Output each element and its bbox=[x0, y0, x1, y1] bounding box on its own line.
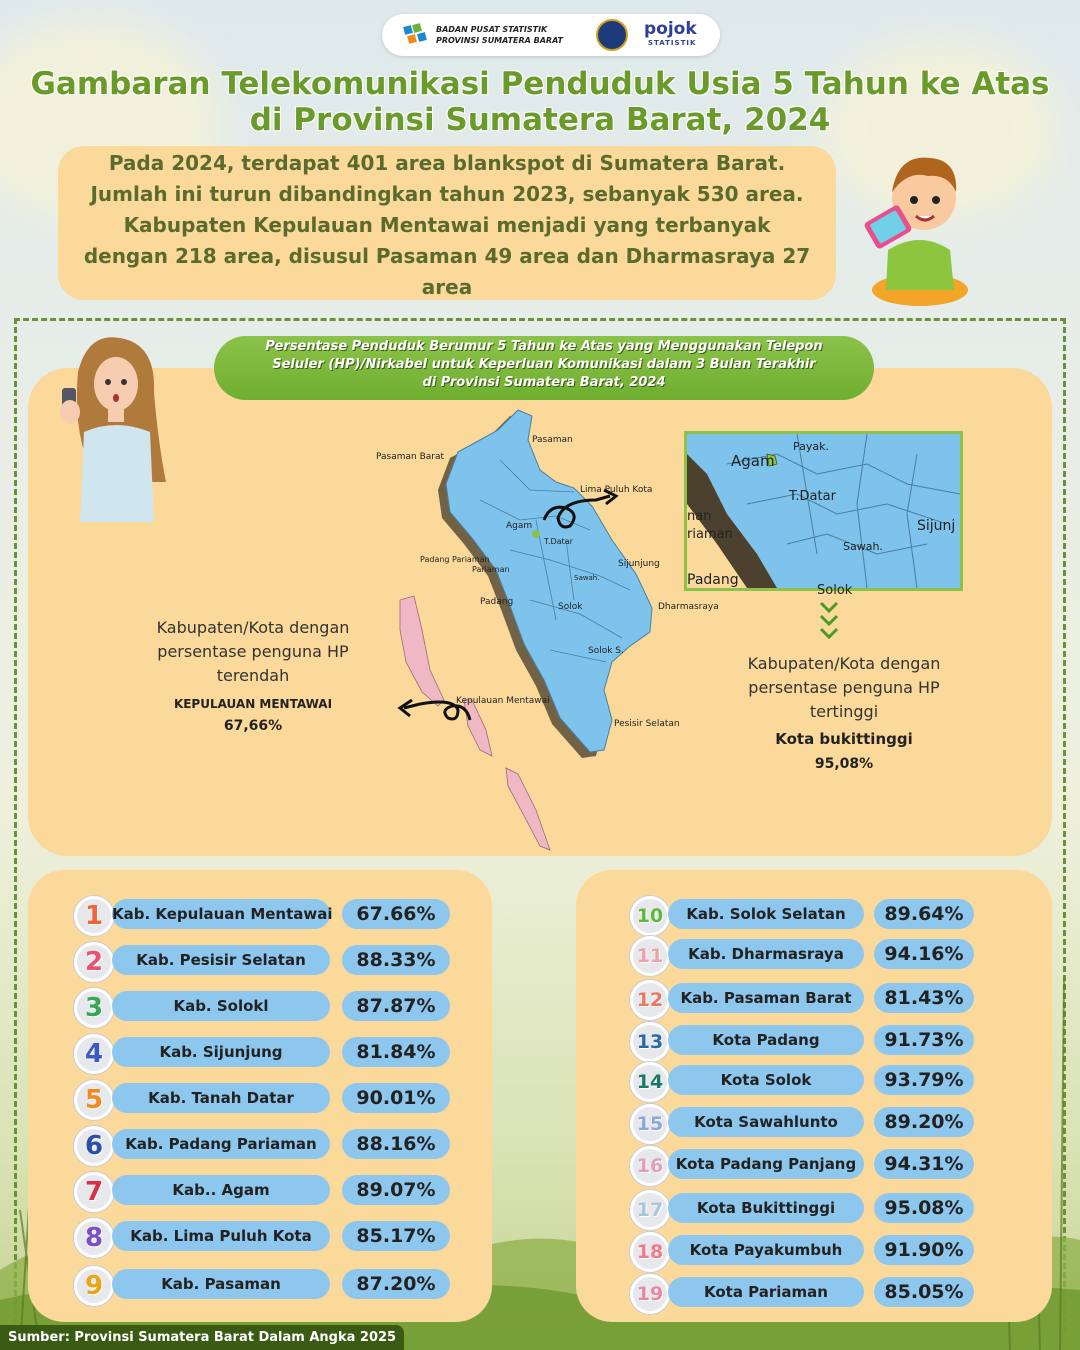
map-label-agam: Agam bbox=[506, 521, 533, 531]
region-value-pill: 85.05% bbox=[874, 1277, 974, 1307]
region-value-pill: 87.20% bbox=[342, 1269, 450, 1299]
region-name-pill: Kab. Pesisir Selatan bbox=[112, 945, 330, 975]
lowest-label-line: Kabupaten/Kota dengan bbox=[156, 618, 350, 637]
rank-number-badge: 3 bbox=[74, 988, 114, 1028]
ranking-row bbox=[72, 1216, 462, 1260]
region-name-pill: Kota Bukittinggi bbox=[668, 1193, 864, 1223]
intro-line: dengan 218 area, disusul Pasaman 49 area dan Dharmasraya 27 bbox=[83, 244, 811, 268]
inset-zoom-map bbox=[684, 431, 963, 598]
lowest-region-name: KEPULAUAN MENTAWAI bbox=[173, 697, 333, 711]
region-value-pill: 93.79% bbox=[874, 1065, 974, 1095]
region-value-pill: 81.43% bbox=[874, 983, 974, 1013]
rank-number-badge: 8 bbox=[74, 1218, 114, 1258]
highest-label-line: tertinggi bbox=[809, 702, 879, 721]
region-name-pill: Kota Payakumbuh bbox=[668, 1235, 864, 1265]
ranking-row bbox=[628, 1230, 978, 1274]
bukittinggi-marker bbox=[532, 530, 540, 538]
region-name-pill: Kab. Pasaman Barat bbox=[668, 983, 864, 1013]
map-label-tdatar: T.Datar bbox=[544, 537, 573, 546]
region-name-pill: Kab.. Agam bbox=[112, 1175, 330, 1205]
pojok-logo-subtext: STATISTIK bbox=[648, 39, 697, 47]
ranking-row bbox=[72, 986, 462, 1030]
rank-number-badge: 15 bbox=[630, 1104, 670, 1144]
map-label-pesisir-selatan: Pesisir Selatan bbox=[614, 719, 680, 729]
region-value-pill: 91.90% bbox=[874, 1235, 974, 1265]
region-name-pill: Kab. Sijunjung bbox=[112, 1037, 330, 1067]
rank-number-badge: 5 bbox=[74, 1080, 114, 1120]
region-name-pill: Kab. Solok Selatan bbox=[668, 899, 864, 929]
lowest-label-line: persentase penguna HP bbox=[157, 642, 349, 661]
inset-label-agam: Agam bbox=[731, 452, 775, 470]
map-title-line: di Provinsi Sumatera Barat, 2024 bbox=[422, 375, 666, 390]
inset-label-padang: Padang bbox=[687, 572, 739, 588]
region-name-pill: Kab. Solokl bbox=[112, 991, 330, 1021]
region-value-pill: 90.01% bbox=[342, 1083, 450, 1113]
region-value-pill: 95.08% bbox=[874, 1193, 974, 1223]
map-label-lima-puluh-kota: Lima Puluh Kota bbox=[580, 485, 653, 495]
rank-number-badge: 13 bbox=[630, 1022, 670, 1062]
region-name-pill: Kota Sawahlunto bbox=[668, 1107, 864, 1137]
ranking-row bbox=[628, 1144, 978, 1188]
map-label-solok-s: Solok S. bbox=[588, 646, 624, 656]
ranking-row bbox=[628, 1060, 978, 1104]
lowest-callout-label bbox=[118, 616, 388, 688]
ranking-row bbox=[628, 894, 978, 938]
region-name-pill: Kab. Padang Pariaman bbox=[112, 1129, 330, 1159]
rank-number-badge: 16 bbox=[630, 1146, 670, 1186]
inset-label-tdatar: T.Datar bbox=[789, 489, 836, 504]
lowest-region-value: 67,66% bbox=[223, 718, 283, 734]
inset-label-payak: Payak. bbox=[793, 440, 829, 453]
mentawai-island-south bbox=[506, 768, 550, 850]
map-label-pasaman: Pasaman bbox=[532, 435, 573, 445]
map-label-pariaman: Pariaman bbox=[472, 565, 510, 574]
rank-number-badge: 18 bbox=[630, 1232, 670, 1272]
bps-org-name bbox=[436, 24, 563, 46]
ranking-row bbox=[628, 934, 978, 978]
region-name-pill: Kota Pariaman bbox=[668, 1277, 864, 1307]
org-line-2: PROVINSI SUMATERA BARAT bbox=[436, 36, 563, 45]
page-title-line-2: di Provinsi Sumatera Barat, 2024 bbox=[249, 102, 831, 138]
map-label-solok: Solok bbox=[558, 602, 583, 612]
map-title-line: Seluler (HP)/Nirkabel untuk Keperluan Komunikasi dalam 3 Bulan Terakhir bbox=[272, 357, 816, 372]
ranking-row bbox=[72, 1078, 462, 1122]
rank-number-badge: 7 bbox=[74, 1172, 114, 1212]
ranking-row bbox=[72, 894, 462, 938]
region-name-pill: Kab. Pasaman bbox=[112, 1269, 330, 1299]
page-title-line-1: Gambaran Telekomunikasi Penduduk Usia 5 Tahun ke Atas bbox=[30, 66, 1050, 102]
rank-number-badge: 14 bbox=[630, 1062, 670, 1102]
ranking-row bbox=[72, 1170, 462, 1214]
region-value-pill: 89.07% bbox=[342, 1175, 450, 1205]
region-value-pill: 94.31% bbox=[874, 1149, 974, 1179]
rank-number-badge: 12 bbox=[630, 980, 670, 1020]
rank-number-badge: 9 bbox=[74, 1266, 114, 1306]
ranking-row bbox=[628, 1272, 978, 1316]
region-value-pill: 81.84% bbox=[342, 1037, 450, 1067]
chevron-down-icon bbox=[818, 600, 840, 646]
region-name-pill: Kab. Lima Puluh Kota bbox=[112, 1221, 330, 1251]
region-name-pill: Kota Solok bbox=[668, 1065, 864, 1095]
pojok-logo-text: pojok bbox=[644, 19, 697, 39]
intro-line: area bbox=[421, 275, 473, 299]
highest-label-line: persentase penguna HP bbox=[748, 678, 940, 697]
mentawai-island-mid bbox=[464, 700, 492, 756]
intro-line: Jumlah ini turun dibandingkan tahun 2023, sebanyak 530 area. bbox=[90, 182, 804, 206]
region-name-pill: Kab. Dharmasraya bbox=[668, 939, 864, 969]
map-label-sawah: Sawah. bbox=[574, 574, 600, 582]
region-value-pill: 85.17% bbox=[342, 1221, 450, 1251]
region-name-pill: Kota Padang Panjang bbox=[668, 1149, 864, 1179]
region-value-pill: 87.87% bbox=[342, 991, 450, 1021]
inset-map-svg bbox=[687, 434, 960, 598]
highest-callout-label bbox=[716, 652, 972, 724]
ranking-row bbox=[628, 1020, 978, 1064]
inset-label-nan: nan bbox=[687, 509, 712, 524]
lowest-label-line: terendah bbox=[216, 666, 290, 685]
region-name-pill: Kab. Kepulauan Mentawai bbox=[112, 899, 330, 929]
ranking-row bbox=[628, 1188, 978, 1232]
sumatera-barat-map bbox=[360, 400, 720, 870]
map-chart-title bbox=[214, 336, 874, 400]
intro-line: Kabupaten Kepulauan Mentawai menjadi yang terbanyak bbox=[123, 213, 771, 237]
map-label-dharmasraya: Dharmasraya bbox=[658, 602, 719, 612]
map-label-sijunjung: Sijunjung bbox=[618, 559, 660, 569]
map-label-pasaman-barat: Pasaman Barat bbox=[376, 452, 445, 462]
rank-number-badge: 10 bbox=[630, 896, 670, 936]
ranking-row bbox=[72, 1032, 462, 1076]
region-value-pill: 94.16% bbox=[874, 939, 974, 969]
rank-number-badge: 4 bbox=[74, 1034, 114, 1074]
region-name-pill: Kab. Tanah Datar bbox=[112, 1083, 330, 1113]
source-footnote: Sumber: Provinsi Sumatera Barat Dalam Angka 2025 bbox=[0, 1325, 404, 1350]
rank-number-badge: 19 bbox=[630, 1274, 670, 1314]
inset-label-riaman: riaman bbox=[687, 527, 733, 542]
map-label-padang-pariaman: Padang Pariaman bbox=[420, 555, 490, 564]
inset-label-solok: Solok bbox=[817, 583, 853, 598]
intro-line: Pada 2024, terdapat 401 area blankspot di Sumatera Barat. bbox=[108, 151, 786, 175]
region-value-pill: 88.16% bbox=[342, 1129, 450, 1159]
map-label-kepulauan-mentawai: Kepulauan Mentawai bbox=[456, 696, 550, 706]
org-line-1: BADAN PUSAT STATISTIK bbox=[436, 25, 548, 34]
map-label-padang: Padang bbox=[480, 597, 514, 607]
rank-number-badge: 1 bbox=[74, 896, 114, 936]
highest-region-name: Kota bukittinggi bbox=[775, 730, 913, 748]
mentawai-island-north bbox=[400, 596, 444, 706]
woman-with-phone-illustration bbox=[58, 332, 170, 522]
seal-logo-icon bbox=[596, 19, 628, 51]
region-value-pill: 67.66% bbox=[342, 899, 450, 929]
ranking-row bbox=[628, 1102, 978, 1146]
region-value-pill: 89.20% bbox=[874, 1107, 974, 1137]
highest-label-line: Kabupaten/Kota dengan bbox=[747, 654, 941, 673]
map-title-line: Persentase Penduduk Berumur 5 Tahun ke Atas yang Menggunakan Telepon bbox=[265, 339, 823, 354]
region-value-pill: 89.64% bbox=[874, 899, 974, 929]
inset-label-sijunj: Sijunj bbox=[917, 518, 956, 534]
rank-number-badge: 11 bbox=[630, 936, 670, 976]
ranking-row bbox=[628, 978, 978, 1022]
header-logo-bar bbox=[382, 14, 720, 56]
inset-label-sawah: Sawah. bbox=[843, 540, 883, 553]
rank-number-badge: 2 bbox=[74, 942, 114, 982]
highest-region-value: 95,08% bbox=[814, 756, 874, 772]
ranking-row bbox=[72, 1264, 462, 1308]
ranking-row bbox=[72, 940, 462, 984]
region-value-pill: 91.73% bbox=[874, 1025, 974, 1055]
region-value-pill: 88.33% bbox=[342, 945, 450, 975]
region-name-pill: Kota Padang bbox=[668, 1025, 864, 1055]
intro-summary-box bbox=[58, 146, 836, 300]
bps-logo-icon bbox=[402, 22, 432, 48]
rank-number-badge: 6 bbox=[74, 1126, 114, 1166]
rank-number-badge: 17 bbox=[630, 1190, 670, 1230]
boy-with-tablet-illustration bbox=[858, 140, 978, 310]
ranking-row bbox=[72, 1124, 462, 1168]
